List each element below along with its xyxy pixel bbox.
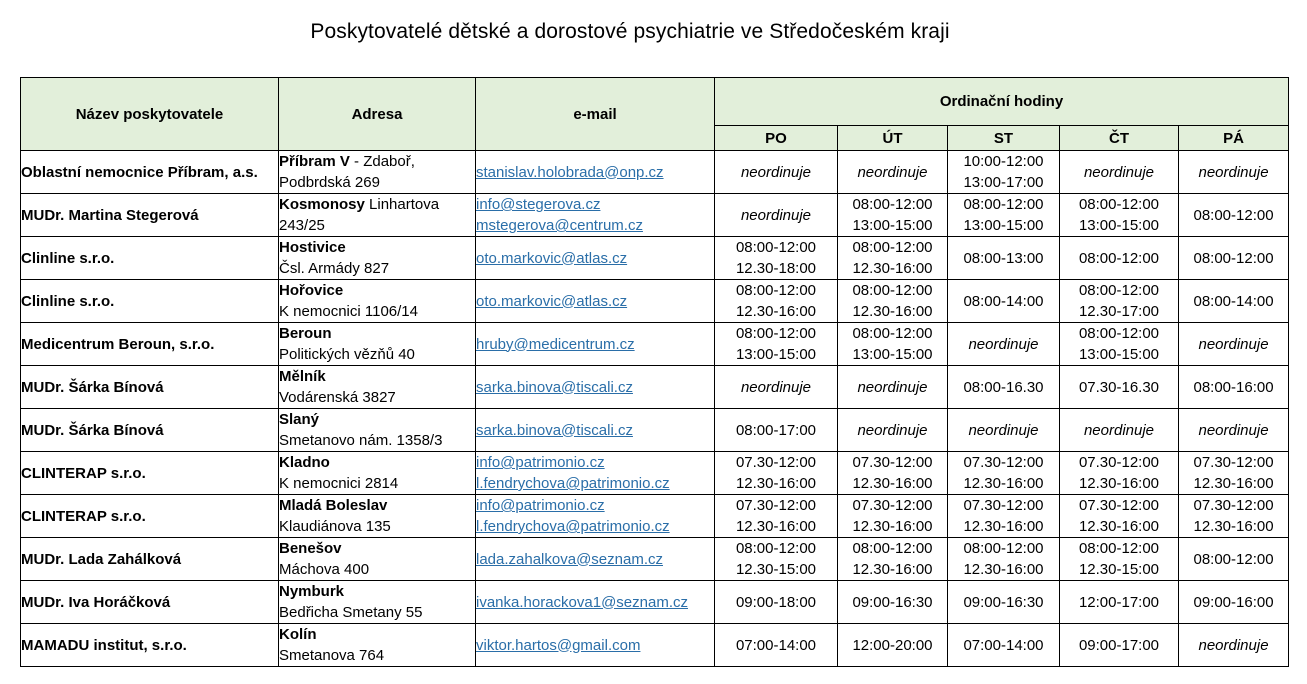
- hours-line: neordinuje: [740, 378, 812, 396]
- address-city: Kolín: [279, 626, 317, 643]
- hours-line: 13:00-15:00: [963, 217, 1044, 234]
- hours-line: 08:00-12:00: [1193, 550, 1274, 568]
- table-row: [21, 151, 1289, 194]
- email-link[interactable]: mstegerova@centrum.cz: [476, 217, 643, 234]
- address-line-1: [279, 237, 475, 258]
- hours-tue: [838, 194, 948, 237]
- address-line-1: [279, 151, 475, 172]
- hours-line: 08:00-12:00: [735, 239, 817, 256]
- address-city: Mladá Boleslav: [279, 497, 388, 514]
- address-street: 243/25: [279, 217, 325, 234]
- address-line-1: [279, 538, 475, 559]
- hours-line: 08:00-16.30: [963, 378, 1044, 396]
- hours-line: 08:00-12:00: [852, 239, 933, 256]
- hours-line: neordinuje: [1083, 163, 1155, 181]
- hours-line: 12.30-16:00: [1193, 475, 1274, 492]
- provider-name: MAMADU institut, s.r.o.: [21, 624, 279, 667]
- hours-line: 12.30-16:00: [852, 260, 933, 277]
- hours-mon: [715, 194, 838, 237]
- hours-line: 12.30-16:00: [963, 518, 1044, 535]
- header-address: Adresa: [279, 78, 476, 151]
- hours-wed: [948, 452, 1060, 495]
- hours-wed: [948, 323, 1060, 366]
- hours-line: 12.30-16:00: [852, 561, 933, 578]
- header-name: Název poskytovatele: [21, 78, 279, 151]
- provider-email: [476, 366, 715, 409]
- email-link[interactable]: info@stegerova.cz: [476, 196, 601, 213]
- provider-address: [279, 452, 476, 495]
- hours-line: 07.30-12:00: [735, 454, 817, 471]
- provider-name: CLINTERAP s.r.o.: [21, 452, 279, 495]
- address-inline: - Zdaboř,: [349, 153, 415, 170]
- header-day-thu: ČT: [1060, 126, 1179, 151]
- provider-address: [279, 624, 476, 667]
- hours-line: neordinuje: [857, 163, 928, 181]
- hours-tue: [838, 366, 948, 409]
- hours-line: 08:00-12:00: [735, 325, 817, 342]
- hours-line: neordinuje: [1198, 421, 1269, 439]
- provider-address: [279, 581, 476, 624]
- address-city: Hořovice: [279, 282, 344, 299]
- address-street: Politických vězňů 40: [279, 346, 415, 363]
- header-hours: Ordinační hodiny: [715, 78, 1289, 126]
- hours-line: 08:00-12:00: [1193, 249, 1274, 267]
- hours-line: 08:00-12:00: [1078, 249, 1160, 267]
- hours-line: 07.30-12:00: [1193, 497, 1274, 514]
- provider-email: [476, 538, 715, 581]
- hours-thu: [1060, 409, 1179, 452]
- provider-address: [279, 409, 476, 452]
- hours-thu: [1060, 495, 1179, 538]
- hours-line: 08:00-13:00: [963, 249, 1044, 267]
- address-street: Máchova 400: [279, 561, 370, 578]
- email-link[interactable]: info@patrimonio.cz: [476, 454, 605, 471]
- email-link[interactable]: l.fendrychova@patrimonio.cz: [476, 518, 670, 535]
- hours-line: 13:00-15:00: [735, 346, 817, 363]
- hours-line: 13:00-15:00: [852, 346, 933, 363]
- hours-mon: [715, 151, 838, 194]
- hours-wed: [948, 495, 1060, 538]
- hours-line: 08:00-12:00: [963, 540, 1044, 557]
- hours-line: neordinuje: [1198, 636, 1269, 654]
- hours-mon: [715, 237, 838, 280]
- hours-wed: [948, 151, 1060, 194]
- hours-fri: [1179, 366, 1289, 409]
- address-city: Kosmonosy: [279, 196, 365, 213]
- hours-thu: [1060, 538, 1179, 581]
- hours-mon: [715, 581, 838, 624]
- address-street: K nemocnici 1106/14: [279, 303, 418, 320]
- hours-fri: [1179, 624, 1289, 667]
- hours-mon: [715, 624, 838, 667]
- address-street: Bedřicha Smetany 55: [279, 604, 423, 621]
- provider-email: [476, 452, 715, 495]
- hours-fri: [1179, 495, 1289, 538]
- table-row: [21, 495, 1289, 538]
- address-line-1: [279, 409, 475, 430]
- hours-thu: [1060, 452, 1179, 495]
- hours-line: 08:00-12:00: [735, 282, 817, 299]
- provider-address: [279, 366, 476, 409]
- email-link[interactable]: ivanka.horackova1@seznam.cz: [476, 593, 688, 611]
- table-row: [21, 323, 1289, 366]
- provider-address: [279, 151, 476, 194]
- hours-mon: [715, 366, 838, 409]
- hours-fri: [1179, 151, 1289, 194]
- hours-mon: [715, 280, 838, 323]
- hours-line: 12.30-15:00: [735, 561, 817, 578]
- provider-address: [279, 495, 476, 538]
- hours-line: 12.30-17:00: [1078, 303, 1160, 320]
- hours-wed: [948, 409, 1060, 452]
- email-link[interactable]: sarka.binova@tiscali.cz: [476, 378, 633, 396]
- hours-line: 08:00-12:00: [1078, 282, 1160, 299]
- address-street: Čsl. Armády 827: [279, 260, 390, 277]
- hours-wed: [948, 581, 1060, 624]
- hours-thu: [1060, 581, 1179, 624]
- hours-line: 12.30-18:00: [735, 260, 817, 277]
- email-link[interactable]: oto.markovic@atlas.cz: [476, 292, 628, 310]
- hours-thu: [1060, 237, 1179, 280]
- hours-line: neordinuje: [1083, 421, 1155, 439]
- hours-line: 12:00-17:00: [1078, 593, 1160, 611]
- address-line-1: [279, 323, 475, 344]
- hours-line: 08:00-16:00: [1193, 378, 1274, 396]
- hours-line: 08:00-12:00: [963, 196, 1044, 213]
- hours-fri: [1179, 409, 1289, 452]
- hours-line: 07.30-12:00: [852, 454, 933, 471]
- provider-email: [476, 151, 715, 194]
- hours-line: 13:00-15:00: [1078, 217, 1160, 234]
- hours-line: 08:00-14:00: [963, 292, 1044, 310]
- hours-mon: [715, 538, 838, 581]
- hours-line: 08:00-12:00: [735, 540, 817, 557]
- hours-tue: [838, 495, 948, 538]
- provider-email: [476, 323, 715, 366]
- address-line-1: [279, 194, 475, 215]
- hours-tue: [838, 409, 948, 452]
- provider-name: Clinline s.r.o.: [21, 280, 279, 323]
- provider-address: [279, 194, 476, 237]
- provider-name: MUDr. Lada Zahálková: [21, 538, 279, 581]
- hours-mon: [715, 323, 838, 366]
- header-email: e-mail: [476, 78, 715, 151]
- table-body: [21, 151, 1289, 667]
- address-street: Smetanova 764: [279, 647, 385, 664]
- hours-line: 07.30-12:00: [735, 497, 817, 514]
- hours-fri: [1179, 452, 1289, 495]
- hours-line: 12.30-15:00: [1078, 561, 1160, 578]
- address-line-1: [279, 452, 475, 473]
- provider-name: MUDr. Šárka Bínová: [21, 409, 279, 452]
- hours-line: 12.30-16:00: [852, 303, 933, 320]
- provider-email: [476, 624, 715, 667]
- header-day-mon: PO: [715, 126, 838, 151]
- hours-line: 12.30-16:00: [963, 475, 1044, 492]
- email-link[interactable]: viktor.hartos@gmail.com: [476, 636, 641, 654]
- hours-line: 12.30-16:00: [1078, 475, 1160, 492]
- hours-line: 12.30-16:00: [1193, 518, 1274, 535]
- hours-line: 09:00-18:00: [735, 593, 817, 611]
- hours-mon: [715, 409, 838, 452]
- hours-thu: [1060, 280, 1179, 323]
- hours-mon: [715, 452, 838, 495]
- page-title: Poskytovatelé dětské a dorostové psychiatrie ve Středočeském kraji: [310, 20, 950, 43]
- hours-line: neordinuje: [740, 206, 812, 224]
- providers-table: [20, 77, 1289, 667]
- address-line-1: [279, 581, 475, 602]
- hours-line: 08:00-12:00: [1078, 325, 1160, 342]
- hours-fri: [1179, 323, 1289, 366]
- hours-tue: [838, 151, 948, 194]
- email-link[interactable]: sarka.binova@tiscali.cz: [476, 421, 633, 439]
- hours-tue: [838, 280, 948, 323]
- hours-line: 08:00-12:00: [852, 196, 933, 213]
- hours-line: 12.30-16:00: [735, 518, 817, 535]
- hours-line: 08:00-12:00: [852, 540, 933, 557]
- address-city: Mělník: [279, 368, 326, 385]
- hours-line: 08:00-12:00: [852, 282, 933, 299]
- hours-wed: [948, 366, 1060, 409]
- hours-line: neordinuje: [1198, 335, 1269, 353]
- hours-line: neordinuje: [857, 421, 928, 439]
- address-city: Kladno: [279, 454, 330, 471]
- provider-name: MUDr. Martina Stegerová: [21, 194, 279, 237]
- hours-line: neordinuje: [968, 421, 1039, 439]
- address-street: K nemocnici 2814: [279, 475, 399, 492]
- email-link[interactable]: oto.markovic@atlas.cz: [476, 249, 628, 267]
- hours-tue: [838, 237, 948, 280]
- provider-address: [279, 323, 476, 366]
- hours-fri: [1179, 538, 1289, 581]
- hours-line: 12.30-16:00: [1078, 518, 1160, 535]
- hours-line: 07.30-12:00: [1193, 454, 1274, 471]
- hours-wed: [948, 280, 1060, 323]
- hours-line: 08:00-12:00: [1078, 196, 1160, 213]
- hours-tue: [838, 624, 948, 667]
- address-city: Nymburk: [279, 583, 345, 600]
- hours-line: 12.30-16:00: [735, 475, 817, 492]
- hours-line: 12.30-16:00: [852, 518, 933, 535]
- hours-line: 08:00-17:00: [735, 421, 817, 439]
- header-day-wed: ST: [948, 126, 1060, 151]
- hours-line: 10:00-12:00: [963, 153, 1044, 170]
- hours-fri: [1179, 194, 1289, 237]
- hours-fri: [1179, 280, 1289, 323]
- table-row: [21, 237, 1289, 280]
- address-line-1: [279, 280, 475, 301]
- hours-line: 08:00-12:00: [852, 325, 933, 342]
- address-street: Smetanovo nám. 1358/3: [279, 432, 443, 449]
- hours-line: neordinuje: [968, 335, 1039, 353]
- provider-email: [476, 495, 715, 538]
- provider-email: [476, 237, 715, 280]
- provider-name: Medicentrum Beroun, s.r.o.: [21, 323, 279, 366]
- hours-mon: [715, 495, 838, 538]
- hours-fri: [1179, 581, 1289, 624]
- hours-thu: [1060, 323, 1179, 366]
- hours-fri: [1179, 237, 1289, 280]
- table-row: [21, 366, 1289, 409]
- hours-line: neordinuje: [857, 378, 928, 396]
- hours-thu: [1060, 194, 1179, 237]
- hours-line: 07:00-14:00: [735, 636, 817, 654]
- address-city: Beroun: [279, 325, 332, 342]
- header-day-fri: PÁ: [1179, 126, 1289, 151]
- hours-thu: [1060, 624, 1179, 667]
- hours-line: 08:00-12:00: [1193, 206, 1274, 224]
- address-city: Příbram V: [279, 153, 350, 170]
- table-row: [21, 409, 1289, 452]
- hours-line: 12:00-20:00: [852, 636, 933, 654]
- hours-line: 12.30-16:00: [963, 561, 1044, 578]
- hours-line: 07.30-12:00: [963, 497, 1044, 514]
- address-inline: Linhartova: [364, 196, 440, 213]
- email-link[interactable]: info@patrimonio.cz: [476, 497, 605, 514]
- email-link[interactable]: stanislav.holobrada@onp.cz: [476, 163, 664, 181]
- hours-line: 07.30-12:00: [963, 454, 1044, 471]
- hours-line: 13:00-17:00: [963, 174, 1044, 191]
- table-row: [21, 194, 1289, 237]
- provider-email: [476, 194, 715, 237]
- provider-email: [476, 280, 715, 323]
- hours-line: 07.30-12:00: [1078, 497, 1160, 514]
- hours-wed: [948, 194, 1060, 237]
- hours-line: 08:00-12:00: [1078, 540, 1160, 557]
- email-link[interactable]: hruby@medicentrum.cz: [476, 335, 635, 353]
- address-street: Podbrdská 269: [279, 174, 380, 191]
- hours-thu: [1060, 151, 1179, 194]
- address-city: Hostivice: [279, 239, 346, 256]
- hours-line: 09:00-16:00: [1193, 593, 1274, 611]
- address-street: Vodárenská 3827: [279, 389, 396, 406]
- address-line-1: [279, 366, 475, 387]
- hours-line: neordinuje: [1198, 163, 1269, 181]
- hours-tue: [838, 538, 948, 581]
- address-city: Slaný: [279, 411, 320, 428]
- hours-line: 12.30-16:00: [852, 475, 933, 492]
- email-link[interactable]: l.fendrychova@patrimonio.cz: [476, 475, 670, 492]
- hours-line: 08:00-14:00: [1193, 292, 1274, 310]
- hours-line: neordinuje: [740, 163, 812, 181]
- address-line-1: [279, 495, 475, 516]
- hours-tue: [838, 452, 948, 495]
- hours-line: 09:00-17:00: [1078, 636, 1160, 654]
- provider-name: Oblastní nemocnice Příbram, a.s.: [21, 151, 279, 194]
- provider-name: MUDr. Iva Horáčková: [21, 581, 279, 624]
- table-row: [21, 452, 1289, 495]
- table-row: [21, 581, 1289, 624]
- hours-line: 13:00-15:00: [1078, 346, 1160, 363]
- hours-tue: [838, 581, 948, 624]
- address-street: Klaudiánova 135: [279, 518, 391, 535]
- table-row: [21, 280, 1289, 323]
- header-day-tue: ÚT: [838, 126, 948, 151]
- hours-line: 13:00-15:00: [852, 217, 933, 234]
- hours-line: 12.30-16:00: [735, 303, 817, 320]
- provider-name: Clinline s.r.o.: [21, 237, 279, 280]
- hours-line: 07:00-14:00: [963, 636, 1044, 654]
- provider-address: [279, 280, 476, 323]
- hours-line: 09:00-16:30: [852, 593, 933, 611]
- address-city: Benešov: [279, 540, 342, 557]
- email-link[interactable]: lada.zahalkova@seznam.cz: [476, 550, 663, 568]
- hours-line: 07.30-12:00: [1078, 454, 1160, 471]
- provider-address: [279, 237, 476, 280]
- hours-tue: [838, 323, 948, 366]
- address-line-1: [279, 624, 475, 645]
- table-row: [21, 538, 1289, 581]
- provider-email: [476, 409, 715, 452]
- provider-address: [279, 538, 476, 581]
- hours-wed: [948, 624, 1060, 667]
- hours-wed: [948, 237, 1060, 280]
- hours-wed: [948, 538, 1060, 581]
- hours-line: 07.30-16.30: [1078, 378, 1160, 396]
- provider-name: CLINTERAP s.r.o.: [21, 495, 279, 538]
- hours-line: 09:00-16:30: [963, 593, 1044, 611]
- hours-line: 07.30-12:00: [852, 497, 933, 514]
- table-row: [21, 624, 1289, 667]
- provider-name: MUDr. Šárka Bínová: [21, 366, 279, 409]
- hours-thu: [1060, 366, 1179, 409]
- provider-email: [476, 581, 715, 624]
